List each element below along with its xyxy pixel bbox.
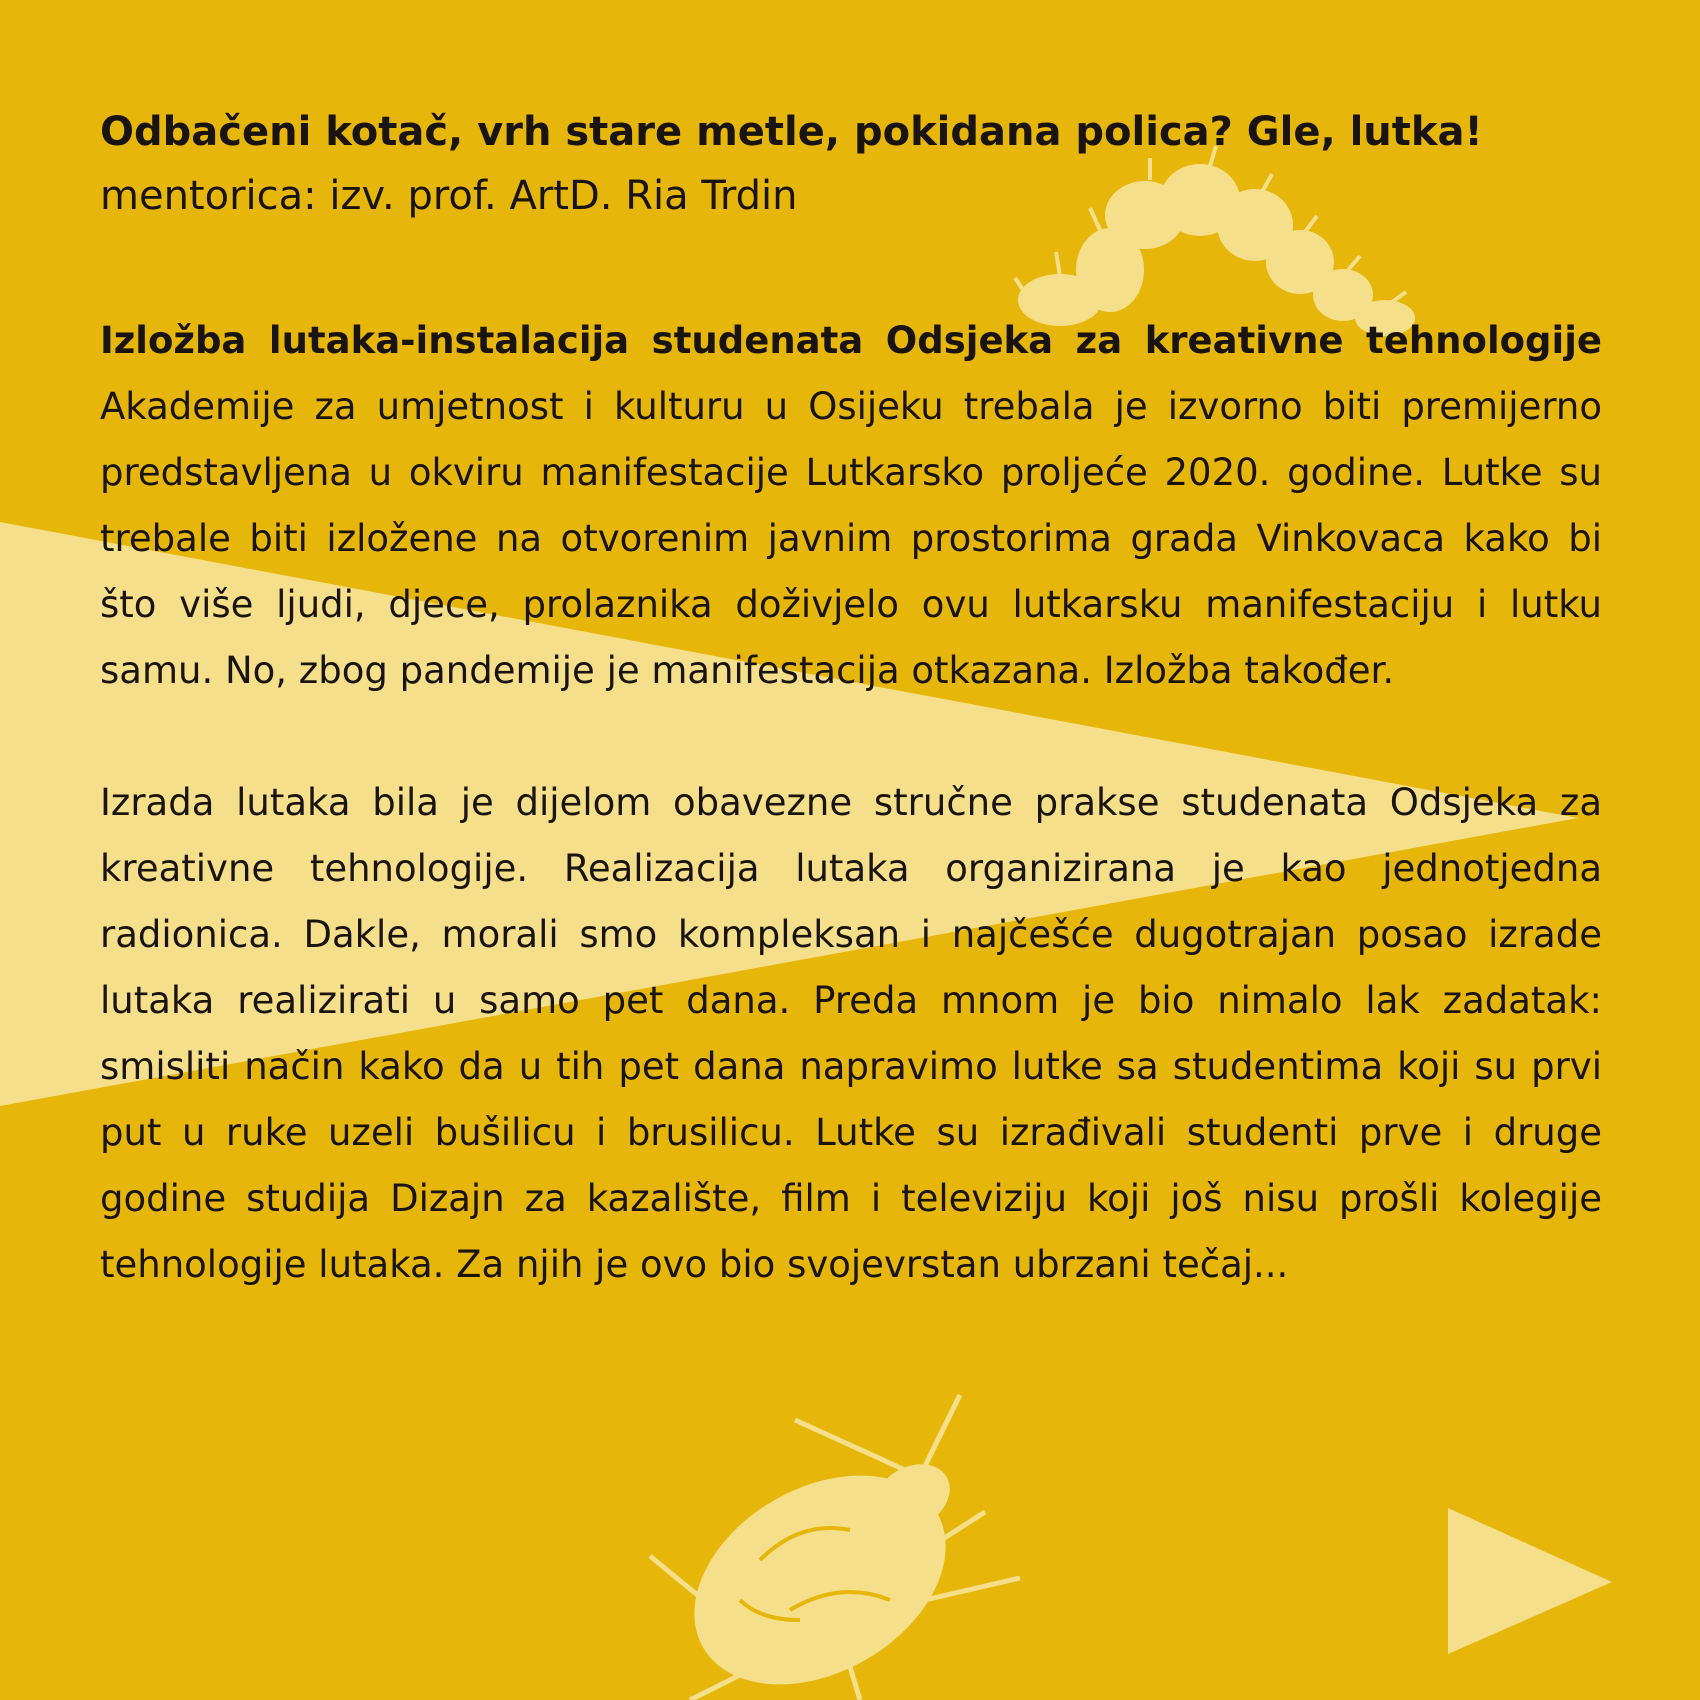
workshop-paragraph: Izrada lutaka bila je dijelom obavezne stručne prakse studenata Odsjeka za kreativne tehnologije. Realizacija lutaka organizirana je kao jednotjedna radionica. Dakle, morali smo kompleksan i najčešće dugotrajan posao izrade lutaka realizirati u samo pet dana. Preda mnom je bio nimalo lak zadatak: smisliti način kako da u tih pet dana napravimo lutke sa studentima koji su prvi put u ruke uzeli bušilicu i brusilicu. Lutke su izrađivali studenti prve i druge godine studija Dizajn za kazalište, film i televiziju koji još nisu prošli kolegije tehnologije lutaka. Za njih je ovo bio svojevrstan ubrzani tečaj... [100, 781, 1602, 1286]
intro-body: Akademije za umjetnost i kulturu u Osijeku trebala je izvorno biti premijerno predstavljena u okviru manifestacije Lutkarsko proljeće 2020. godine. Lutke su trebale biti izložene na otvorenim javnim prostorima grada Vinkovaca kako bi što više ljudi, djece, prolaznika doživjelo ovu lutkarsku manifestaciju i lutku samu. No, zbog pandemije je manifestacija otkazana. Izložba također. [100, 385, 1602, 692]
beetle-illustration [650, 1395, 1020, 1700]
play-arrow-icon [1448, 1508, 1612, 1654]
mentor-line: mentorica: izv. prof. ArtD. Ria Trdin [100, 173, 798, 219]
intro-paragraph [100, 308, 1602, 704]
page-title: Odbačeni kotač, vrh stare metle, pokidana polica? Gle, lutka! [100, 109, 1483, 155]
intro-lead: Izložba lutaka-instalacija studenata Odsjeka za kreativne tehnologije [100, 319, 1602, 362]
main-content [100, 100, 1602, 1298]
